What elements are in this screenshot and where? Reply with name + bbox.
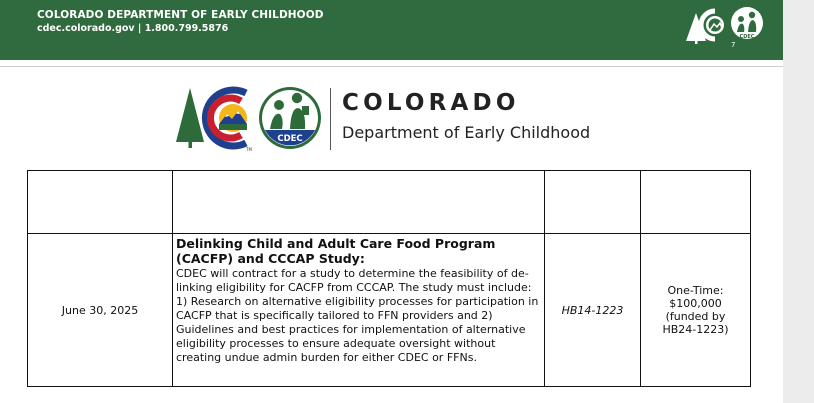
row-title: Delinking Child and Adult Care Food Program (CACFP) and CCCAP Study:: [176, 236, 496, 266]
brand-department: Department of Early Childhood: [342, 123, 591, 142]
trademark-mark: TM: [246, 147, 252, 152]
table-cell-description: [173, 171, 545, 234]
header-title: COLORADO DEPARTMENT OF EARLY CHILDHOOD: [37, 9, 324, 21]
cdec-banner-logo: [684, 5, 766, 49]
table-cell-bill: HB14-1223: [545, 234, 641, 387]
table-cell-date: June 30, 2025: [28, 234, 173, 387]
table-cell-date: [28, 171, 173, 234]
header-banner: [0, 0, 783, 60]
table-row: [28, 171, 751, 234]
banner-logo-caption: CDEC: [739, 34, 755, 40]
scrollbar-track[interactable]: [782, 0, 814, 403]
banner-logo-badge: 7: [731, 41, 736, 49]
emblem-cdec-text: CDEC: [277, 134, 303, 144]
logo-divider: [330, 88, 331, 150]
brand-name: COLORADO: [342, 90, 520, 116]
table-cell-funding: [641, 171, 751, 234]
row-description: CDEC will contract for a study to determine the feasibility of de-linking eligibility for CACFP from CCCAP. The study must include: 1) Research on alternative eligibility processes for participation in CACFP that is specifically tailored to FFN providers and 2) Guidelines and best practices for implementation of alternative eligibility processes to ensure adequate oversight without creating undue admin burden for either CDEC or FFNs.: [176, 267, 539, 364]
milestones-table: [27, 170, 751, 387]
table-row: [28, 234, 751, 387]
table-cell-description: [173, 234, 545, 387]
colorado-emblem: [176, 84, 326, 154]
table-cell-bill: [545, 171, 641, 234]
tree-icon: [176, 88, 204, 142]
header-divider: [0, 66, 783, 67]
header-contact: cdec.colorado.gov | 1.800.799.5876: [37, 23, 229, 34]
funding-text: One-Time: $100,000 (funded by HB24-1223): [662, 284, 729, 336]
table-cell-funding: [641, 234, 751, 387]
